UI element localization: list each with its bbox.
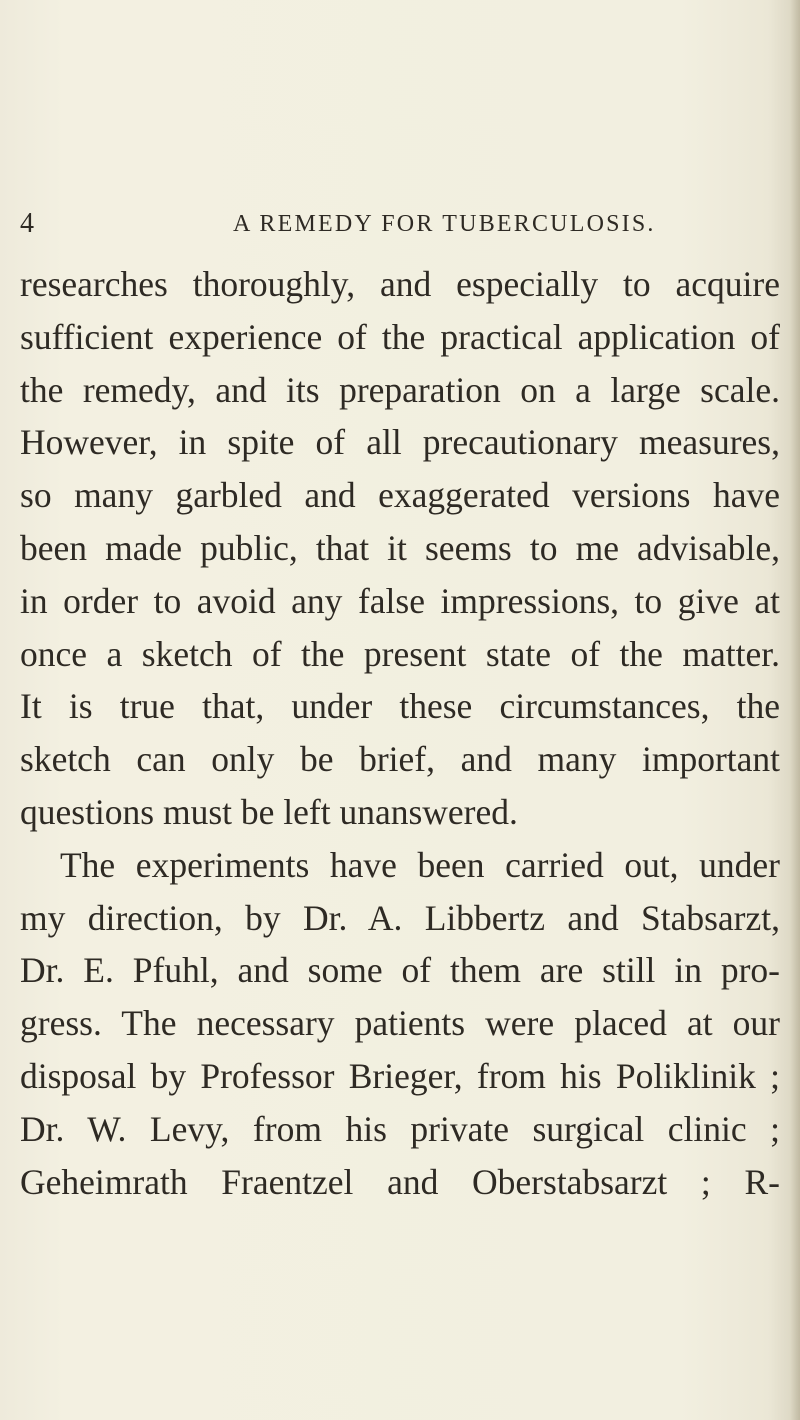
page-number: 4 — [20, 208, 34, 239]
text-line: questions must be left unanswered. — [20, 791, 518, 832]
text-line: sufficient experience of the practical application of — [20, 316, 780, 357]
text-line: so many garbled and exaggerated versions have — [20, 475, 780, 516]
body-text — [20, 258, 780, 1208]
text-line: Dr. W. Levy, from his private surgical clinic ; — [20, 1108, 780, 1149]
text-line: disposal by Professor Brieger, from his Poliklinik ; — [20, 1055, 780, 1096]
text-line: sketch can only be brief, and many important — [20, 739, 780, 780]
text-line: been made public, that it seems to me advisable, — [20, 527, 780, 568]
running-title: A REMEDY FOR TUBERCULOSIS. — [233, 211, 656, 237]
text-line: It is true that, under these circumstances, the — [20, 686, 780, 727]
text-line: once a sketch of the present state of the matter. — [20, 633, 780, 674]
text-line: my direction, by Dr. A. Libbertz and Stabsarzt, — [20, 897, 780, 938]
page-edge-shadow — [790, 0, 800, 1420]
text-line: gress. The necessary patients were placed at our — [20, 1003, 780, 1044]
text-line: the remedy, and its preparation on a large scale. — [20, 369, 780, 410]
text-line: The experiments have been carried out, under — [60, 844, 780, 885]
text-line: in order to avoid any false impressions, to give at — [20, 580, 780, 621]
text-line: Dr. E. Pfuhl, and some of them are still in pro- — [20, 950, 780, 991]
text-line: However, in spite of all precautionary measures, — [20, 422, 780, 463]
text-line: researches thoroughly, and especially to acquire — [20, 264, 780, 304]
page-header — [20, 208, 780, 248]
text-line: Geheimrath Fraentzel and Oberstabsarzt ; R- — [20, 1161, 780, 1202]
